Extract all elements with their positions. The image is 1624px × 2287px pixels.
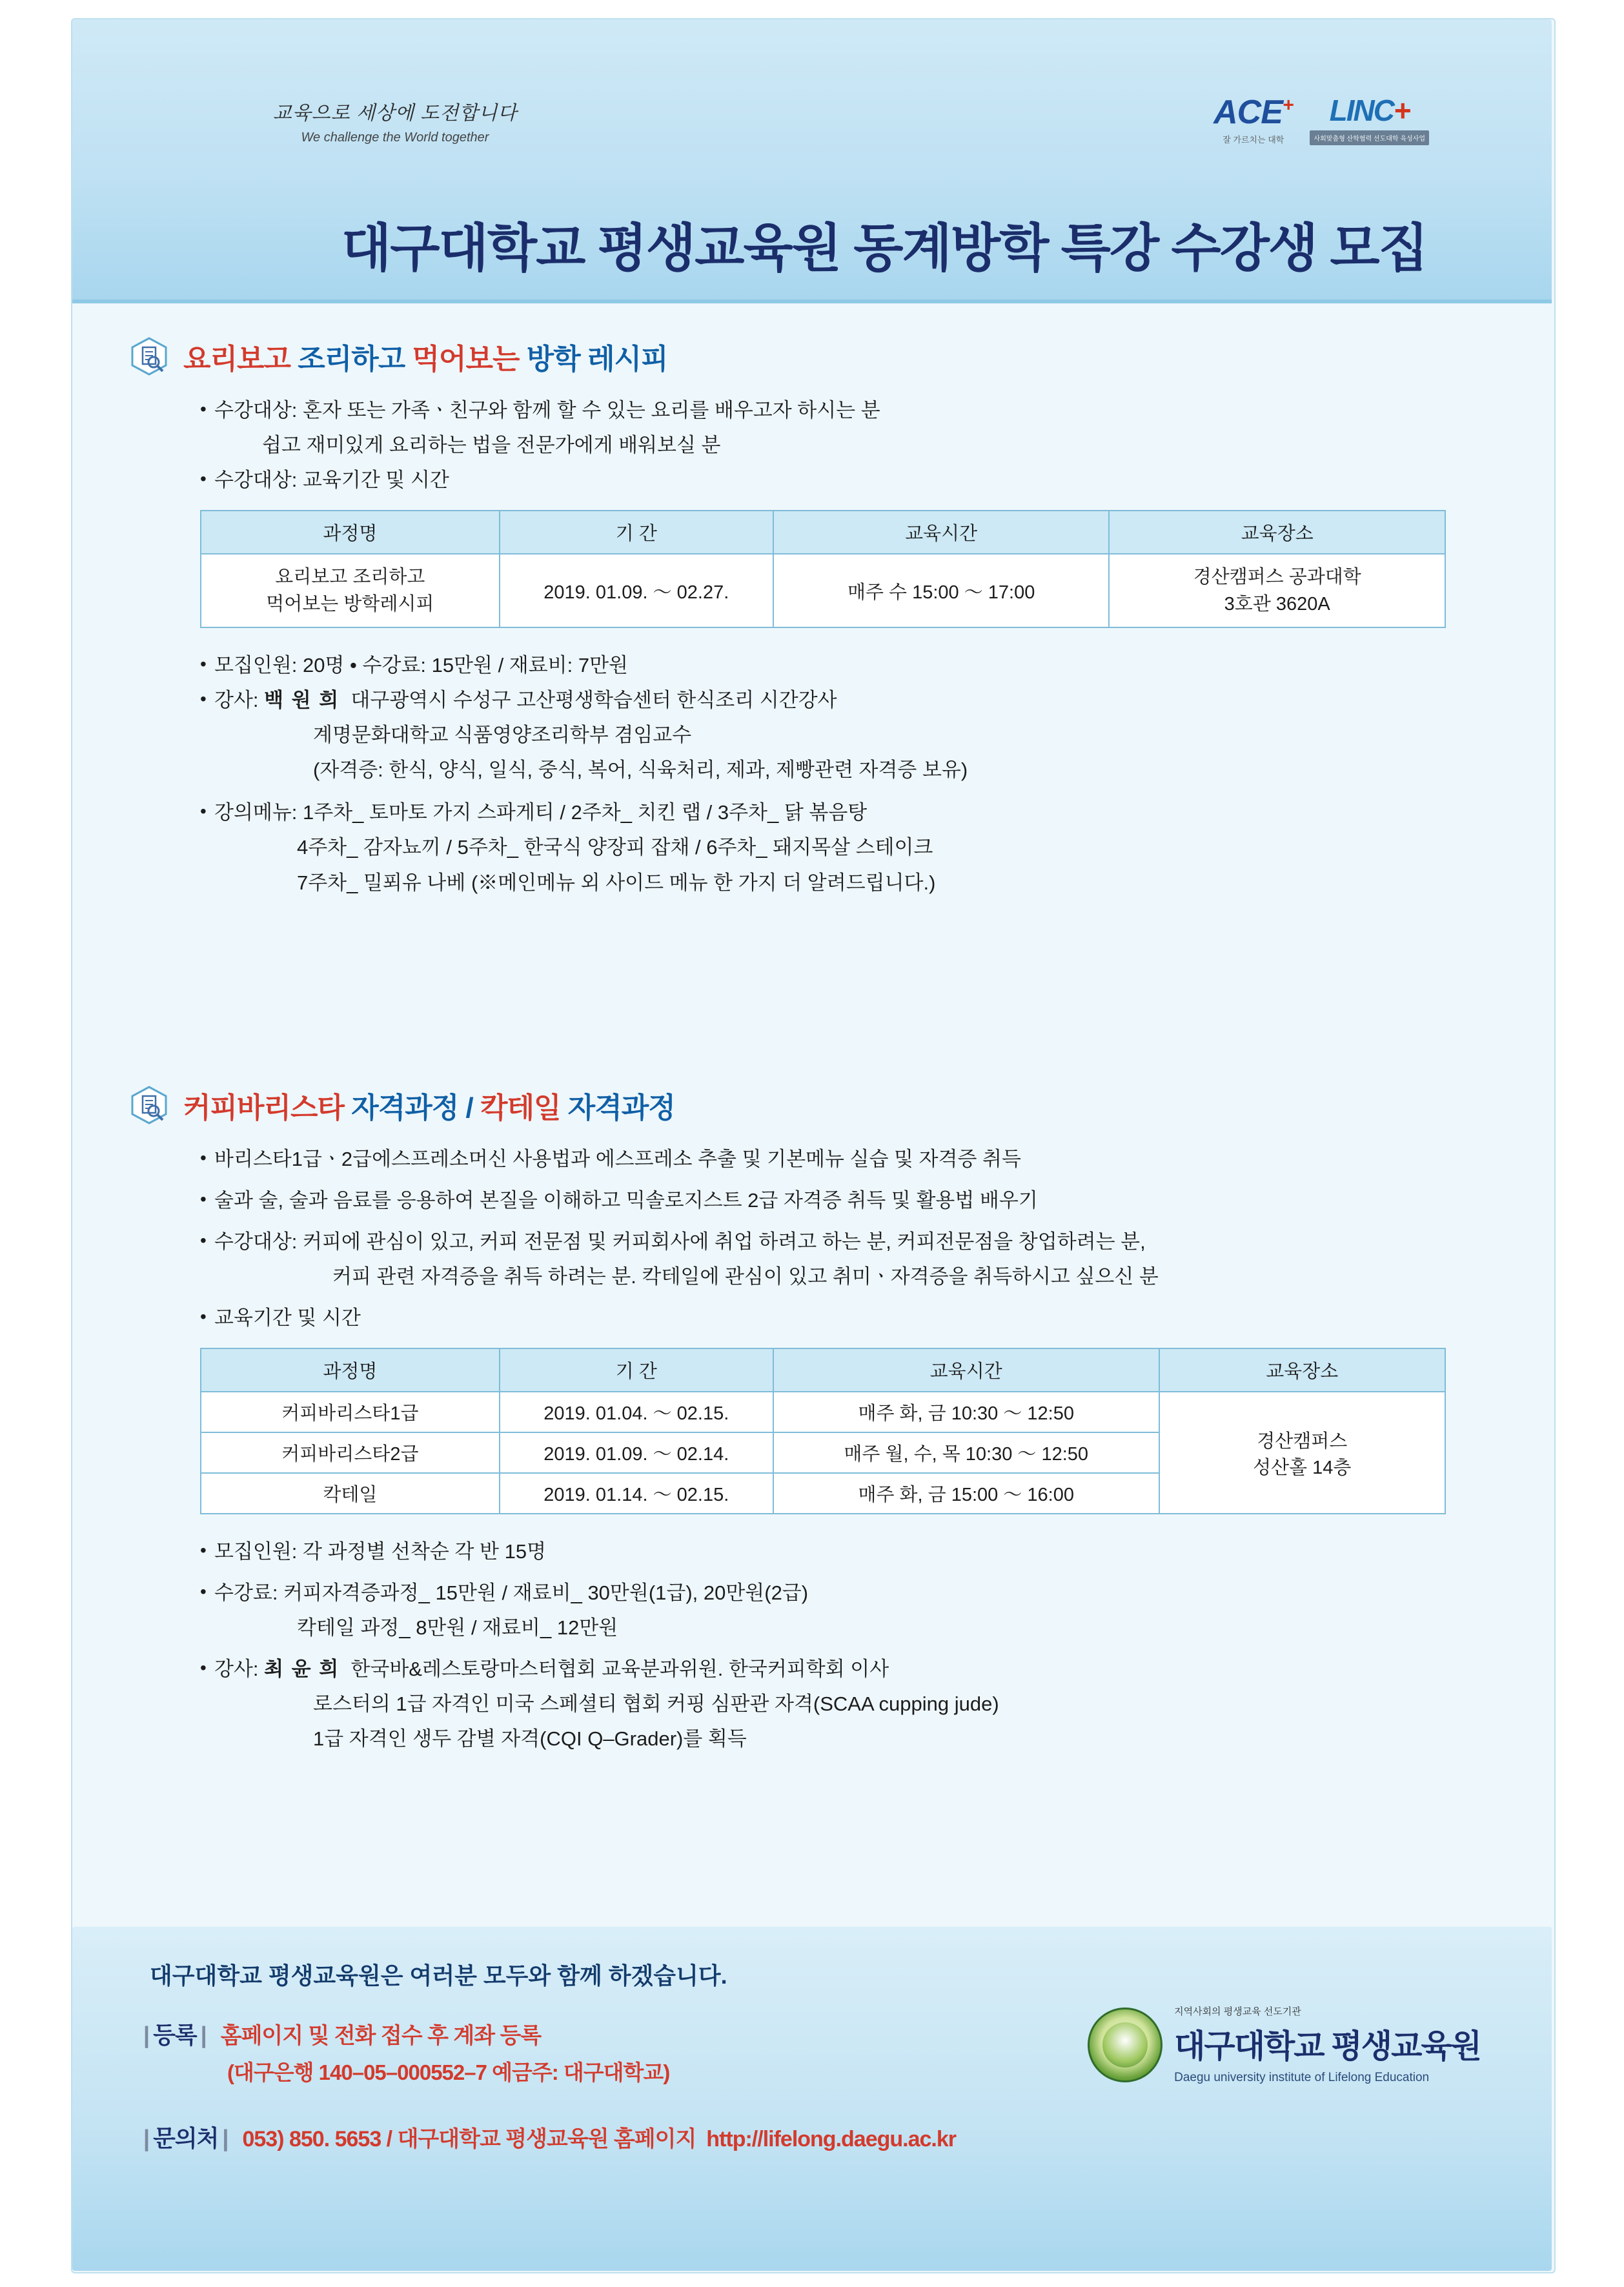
list-item — [200, 797, 1504, 828]
list-item-cont: 7주차_ 밀푀유 나베 (※메인메뉴 외 사이드 메뉴 한 가지 더 알려드립니다.) — [297, 871, 936, 894]
section-cooking-title-1: 요리보고 — [183, 343, 298, 375]
list-item-cont: 계명문화대학교 식품영양조리학부 겸임교수 — [313, 724, 692, 747]
institute-logo-text — [1174, 2004, 1481, 2085]
table-header-row — [201, 511, 1445, 554]
section-barista-title-1: 커피바리스타 — [183, 1092, 352, 1124]
slogan-block — [227, 97, 563, 145]
list-item — [200, 1144, 1504, 1175]
footer-registration-tag: | 등록 | — [143, 2022, 207, 2048]
list-item-text: 모집인원: 각 과정별 선착순 각 반 15명 — [214, 1540, 547, 1563]
list-item-text: 모집인원: 20명 • 수강료: 15만원 / 재료비: 7만원 — [214, 654, 628, 677]
footer-contact-tag: | 문의처 | — [143, 2125, 228, 2151]
footer-bank-account: (대구은행 140–05–000552–7 예금주: 대구대학교) — [227, 2060, 670, 2084]
col-period: 기 간 — [500, 1348, 773, 1392]
bullet-dot: • — [200, 689, 207, 709]
cell-period: 2019. 01.14. ～ 02.15. — [500, 1473, 773, 1514]
section-barista — [129, 1084, 1504, 1759]
cooking-schedule-table-wrap — [200, 510, 1446, 628]
section-cooking-details — [200, 650, 1504, 898]
col-period: 기 간 — [500, 511, 773, 554]
university-emblem-icon — [1088, 2007, 1162, 2082]
section-barista-title-2: 자격과정 / — [351, 1092, 480, 1124]
list-item-text: 수강대상: 교육기간 및 시간 — [214, 469, 449, 492]
list-item — [200, 685, 1504, 716]
cell-place-merged: 경산캠퍼스 성산홀 14층 — [1159, 1392, 1445, 1514]
list-item — [200, 395, 1504, 426]
cooking-schedule-table — [200, 510, 1446, 628]
list-item-text: 수강대상: 혼자 또는 가족ㆍ친구와 함께 할 수 있는 요리를 배우고자 하시는 분 — [214, 399, 880, 422]
instructor-name: 최 윤 희 — [264, 1658, 340, 1681]
list-item-cont: 1급 자격인 생두 감별 자격(CQI Q–Grader)를 획득 — [313, 1727, 747, 1751]
linc-logo — [1310, 96, 1429, 145]
tag-bar: | — [143, 2022, 150, 2048]
institute-logo-name: 대구대학교 평생교육원 — [1174, 2028, 1481, 2064]
list-item — [200, 1185, 1504, 1216]
section-barista-title-3: 칵테일 — [480, 1092, 568, 1124]
cell-course-name: 커피바리스타1급 — [201, 1392, 500, 1432]
header-band — [72, 19, 1552, 303]
bullet-dot: • — [200, 1581, 207, 1602]
linc-logo-mark: LINC+ — [1329, 94, 1410, 127]
page-title: 대구대학교 평생교육원 동계방학 특강 수강생 모집 — [341, 219, 1427, 277]
cell-period: 2019. 01.04. ～ 02.15. — [500, 1392, 773, 1432]
tag-bar: | — [200, 2022, 207, 2048]
list-item-cont: (자격증: 한식, 양식, 일식, 중식, 복어, 식육처리, 제과, 제빵관련 자격증 보유) — [313, 758, 968, 782]
section-cooking-title-3: 먹어보는 — [412, 343, 527, 375]
footer-registration-row — [143, 2017, 541, 2050]
bullet-dot: • — [200, 1306, 207, 1327]
list-item — [200, 650, 1504, 681]
list-item-text: 강사: 최 윤 희 한국바&레스토랑마스터협회 교육분과위원. 한국커피학회 이사 — [214, 1658, 889, 1681]
slogan-korean: 교육으로 세상에 도전합니다 — [272, 103, 518, 124]
cell-time: 매주 화, 금 10:30 ～ 12:50 — [773, 1392, 1159, 1432]
list-item-text: 술과 술, 술과 음료를 응용하여 본질을 이해하고 믹솔로지스트 2급 자격증 취득 및 활용법 배우기 — [214, 1189, 1038, 1212]
tag-bar: | — [143, 2125, 150, 2151]
list-item-cont: 쉽고 재미있게 요리하는 법을 전문가에게 배워보실 분 — [262, 434, 721, 457]
section-barista-header — [129, 1084, 1504, 1126]
list-item — [200, 465, 1504, 496]
list-item — [200, 1303, 1504, 1334]
bullet-dot: • — [200, 399, 207, 419]
list-item-text: 강의메뉴: 1주차_ 토마토 가지 스파게티 / 2주차_ 치킨 랩 / 3주차_ 닭 볶음탕 — [214, 801, 868, 824]
list-item — [200, 1578, 1504, 1609]
section-barista-intro — [200, 1144, 1504, 1334]
section-cooking-title — [183, 336, 668, 377]
document-hex-icon — [129, 336, 169, 376]
list-item — [200, 1226, 1504, 1257]
cell-course-name: 칵테일 — [201, 1473, 500, 1514]
bullet-dot: • — [200, 469, 207, 489]
section-cooking-intro — [200, 395, 1504, 496]
section-cooking-header — [129, 336, 1504, 377]
col-time: 교육시간 — [773, 511, 1110, 554]
cell-course-name: 요리보고 조리하고 먹어보는 방학레시피 — [201, 554, 500, 627]
cell-time: 매주 월, 수, 목 10:30 ～ 12:50 — [773, 1432, 1159, 1473]
footer-registration-text: 홈페이지 및 전화 접수 후 계좌 등록 — [220, 2024, 542, 2048]
linc-logo-sub: 사회맞춤형 산학협력 선도대학 육성사업 — [1310, 130, 1429, 145]
footer-contact-text: 053) 850. 5653 / 대구대학교 평생교육원 홈페이지 — [242, 2127, 696, 2151]
col-time: 교육시간 — [773, 1348, 1159, 1392]
table-row — [201, 554, 1445, 627]
barista-schedule-table-wrap — [200, 1348, 1446, 1514]
col-place: 교육장소 — [1159, 1348, 1445, 1392]
table-header-row — [201, 1348, 1445, 1392]
list-item-cont: 로스터의 1급 자격인 미국 스페셜티 협회 커핑 심판관 자격(SCAA cupping jude) — [313, 1692, 999, 1716]
list-item-text: 강사: 백 원 희 대구광역시 수성구 고산평생학습센터 한식조리 시간강사 — [214, 689, 837, 712]
list-item-text: 바리스타1급ㆍ2급에스프레소머신 사용법과 에스프레소 추출 및 기본메뉴 실습 및 자격증 취득 — [214, 1148, 1021, 1170]
list-item-text: 수강료: 커피자격증과정_ 15만원 / 재료비_ 30만원(1급), 20만원(2급) — [214, 1581, 809, 1605]
slogan-english: We challenge the World together — [301, 130, 489, 145]
footer-contact-row — [143, 2120, 956, 2153]
list-item-text: 교육기간 및 시간 — [214, 1306, 361, 1330]
cell-time: 매주 수 15:00 ～ 17:00 — [773, 554, 1110, 627]
cell-time: 매주 화, 금 15:00 ～ 16:00 — [773, 1473, 1159, 1514]
footer-website-link[interactable]: http://lifelong.daegu.ac.kr — [706, 2127, 956, 2151]
list-item-cont: 커피 관련 자격증을 취득 하려는 분. 칵테일에 관심이 있고 취미ㆍ자격증을 취득하시고 싶으신 분 — [332, 1265, 1159, 1288]
section-barista-title — [183, 1084, 675, 1126]
bullet-dot: • — [200, 1189, 207, 1210]
cell-place: 경산캠퍼스 공과대학 3호관 3620A — [1109, 554, 1445, 627]
cell-course-name: 커피바리스타2급 — [201, 1432, 500, 1473]
ace-logo — [1213, 96, 1293, 145]
section-cooking-title-4: 방학 레시피 — [526, 343, 668, 375]
bullet-dot: • — [200, 1658, 207, 1678]
partner-logos — [1213, 96, 1429, 145]
bullet-dot: • — [200, 1230, 207, 1251]
ace-logo-sub: 잘 가르치는 대학 — [1223, 135, 1284, 145]
list-item-cont: 4주차_ 감자뇨끼 / 5주차_ 한국식 양장피 잡채 / 6주차_ 돼지목살 스테이크 — [297, 836, 933, 859]
list-item-text: 수강대상: 커피에 관심이 있고, 커피 전문점 및 커피회사에 취업 하려고 하는 분, 커피전문점을 창업하려는 분, — [214, 1230, 1146, 1254]
list-item-cont: 칵테일 과정_ 8만원 / 재료비_ 12만원 — [297, 1616, 618, 1640]
col-course-name: 과정명 — [201, 511, 500, 554]
bullet-dot: • — [200, 654, 207, 675]
cell-period: 2019. 01.09. ～ 02.14. — [500, 1432, 773, 1473]
bullet-dot: • — [200, 1148, 207, 1168]
list-item — [200, 1536, 1504, 1567]
instructor-name: 백 원 희 — [264, 689, 340, 712]
document-hex-icon — [129, 1085, 169, 1125]
institute-logo — [1088, 2004, 1481, 2085]
institute-logo-tagline: 지역사회의 평생교육 선도기관 — [1174, 2006, 1301, 2017]
bullet-dot: • — [200, 801, 207, 822]
col-place: 교육장소 — [1109, 511, 1445, 554]
col-course-name: 과정명 — [201, 1348, 500, 1392]
barista-schedule-table — [200, 1348, 1446, 1514]
section-barista-details — [200, 1536, 1504, 1754]
ace-logo-mark: ACE+ — [1213, 94, 1294, 131]
institute-logo-english: Daegu university institute of Lifelong Education — [1174, 2071, 1430, 2084]
footer-headline: 대구대학교 평생교육원은 여러분 모두와 함께 하겠습니다. — [150, 1962, 727, 1989]
table-row — [201, 1392, 1445, 1432]
cell-period: 2019. 01.09. ～ 02.27. — [500, 554, 773, 627]
section-cooking-title-2: 조리하고 — [298, 343, 412, 375]
bullet-dot: • — [200, 1540, 207, 1561]
tag-bar: | — [222, 2125, 228, 2151]
footer-band — [72, 1927, 1552, 2271]
list-item — [200, 1654, 1504, 1685]
section-cooking — [129, 336, 1504, 902]
section-barista-title-4: 자격과정 — [567, 1092, 675, 1124]
